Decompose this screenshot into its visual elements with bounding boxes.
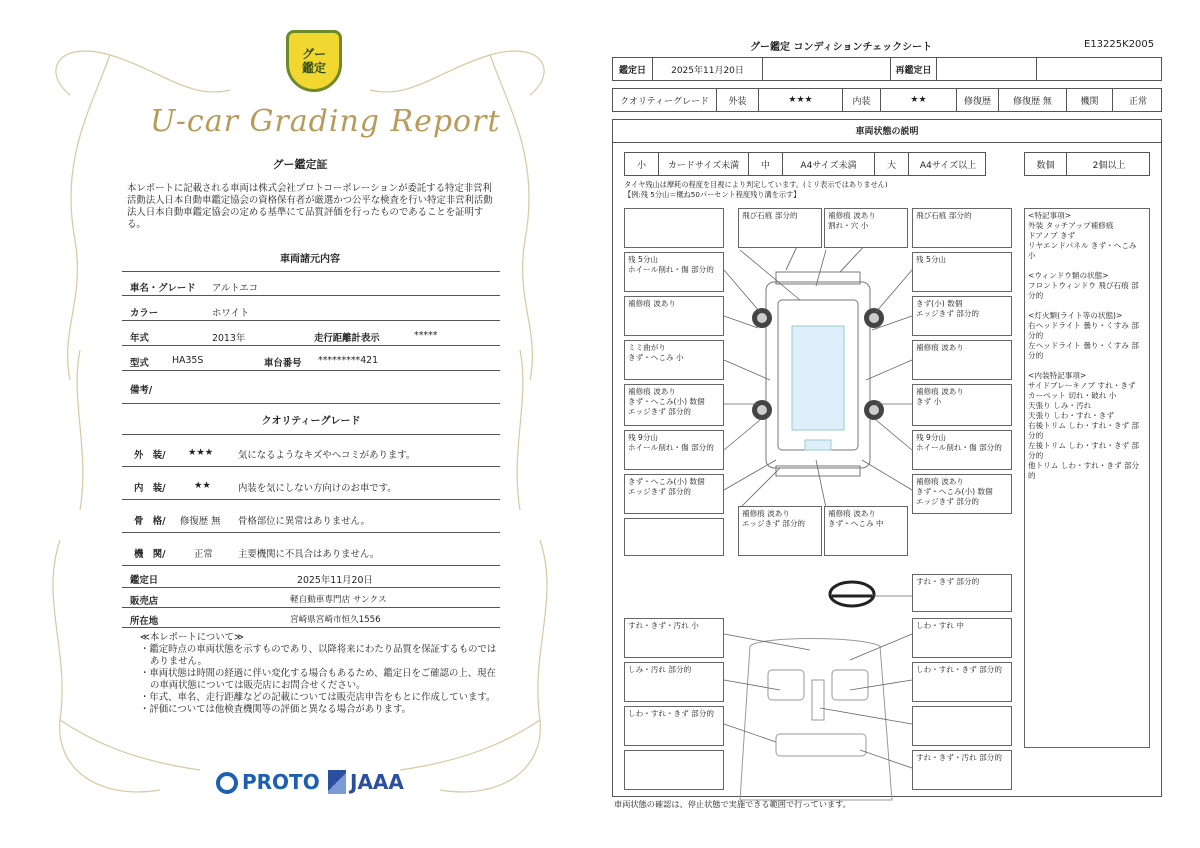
car-name-row [122, 272, 500, 296]
int-label: 内装 [843, 89, 881, 111]
year-value: 2013年 [212, 333, 246, 344]
interior-diagram [740, 639, 892, 801]
interior-note: しみ・汚れ 部分的 [624, 662, 724, 702]
exterior-row [122, 435, 500, 467]
engine-value: 正常 [194, 549, 213, 560]
damage-note: きず(小) 数個 エッジきず 部分的 [912, 296, 1012, 336]
condition-check-sheet [600, 0, 1200, 848]
address-value: 宮崎県宮崎市恒久1556 [290, 615, 381, 625]
damage-note [624, 518, 724, 556]
notes-title: ≪本レポートについて≫ [140, 632, 244, 643]
remarks-label: 備考/ [130, 385, 153, 396]
qg-label: クオリティーグレード [613, 89, 717, 111]
note-item: ・車両状態は時間の経過に伴い変化する場合もあるため、鑑定日をご確認の上、現在の車両状態については販売店にお問合せください。 [140, 668, 496, 691]
chassis-value: *********421 [318, 355, 379, 366]
interior-row [122, 468, 500, 500]
exterior-text: 気になるようなキズやヘコミがあります。 [238, 450, 416, 461]
date-row [122, 566, 500, 588]
tire-note-example: 【例:残 5分山＝概ね50パーセント程度残り溝を示す】 [624, 190, 801, 199]
sheet-title: グー鑑定 コンディションチェックシート [750, 42, 933, 53]
damage-note: ミミ曲がり きず・へこみ 小 [624, 340, 724, 380]
report-notes [140, 632, 500, 716]
remarks-row [122, 372, 500, 404]
damage-note: 補修痕 波あり きず 小 [912, 384, 1012, 426]
certificate-title: グー鑑定証 [272, 158, 328, 171]
exterior-stars: ★★★ [188, 447, 214, 458]
ext-label: 外装 [717, 89, 759, 111]
damage-note: 補修痕 波あり [624, 296, 724, 336]
note-item: ・評価については他検査機関等の評価と異なる場合があります。 [140, 704, 411, 715]
count-label: 数個 [1025, 153, 1067, 175]
mileage-value: ***** [414, 330, 438, 341]
size-large: 大 [875, 153, 909, 175]
date-value: 2025年11月20日 [653, 58, 763, 80]
damage-note: 補修痕 波あり きず・へこみ(小) 数個 エッジきず 部分的 [624, 384, 724, 426]
damage-note: 補修痕 波あり [912, 340, 1012, 380]
year-row [122, 322, 500, 346]
proto-logo-icon [216, 772, 238, 794]
engine-text: 主要機関に不具合はありません。 [238, 549, 380, 560]
damage-note: 補修痕 波あり きず・へこみ(小) 数個 エッジきず 部分的 [912, 474, 1012, 514]
size-mid-desc: A4サイズ未満 [783, 153, 875, 175]
engine-row [122, 534, 500, 566]
ext-stars: ★★★ [759, 89, 843, 111]
frame-row [122, 501, 500, 533]
repair-value: 修復歴 無 [999, 89, 1067, 111]
car-name-label: 車名・グレード [130, 283, 196, 294]
tire-note: タイヤ残山は摩耗の程度を目視により判定しています。(ミリ表示ではありません) [624, 180, 888, 189]
interior-note [912, 706, 1012, 746]
goo-badge-icon: グー 鑑定 [286, 30, 342, 92]
date-value: 2025年11月20日 [297, 575, 373, 586]
damage-note: 残 5分山 [912, 252, 1012, 292]
dealer-label: 販売店 [130, 596, 159, 607]
address-label: 所在地 [130, 616, 159, 627]
mileage-label: 走行距離計表示 [314, 333, 380, 344]
damage-note: 補修痕 波あり エッジきず 部分的 [738, 506, 822, 556]
reeval-label: 再鑑定日 [891, 58, 937, 80]
model-value: HA35S [172, 355, 204, 366]
int-stars: ★★ [881, 89, 957, 111]
note-item: ・年式、車名、走行距離などの記載については販売店申告をもとに作成しています。 [140, 692, 496, 703]
interior-note: すれ・きず 部分的 [912, 574, 1012, 612]
exterior-label: 外 装/ [134, 450, 166, 461]
engine-label: 機関 [1067, 89, 1113, 111]
size-mid: 中 [749, 153, 783, 175]
damage-note: 飛び石痕 部分的 [912, 208, 1012, 248]
note-item: ・鑑定時点の車両状態を示すものであり、以降将来にわたり品質を保証するものではありません。 [140, 644, 497, 667]
dealer-value: 軽自動車専門店 サンクス [290, 595, 387, 605]
damage-note: 補修痕 波あり 割れ・穴 小 [824, 208, 908, 248]
proto-logo: PROTO [242, 770, 320, 794]
damage-note: 残 9分山 ホイール削れ・傷 部分的 [912, 430, 1012, 470]
interior-stars: ★★ [194, 480, 211, 491]
damage-note: 残 5分山 ホイール削れ・傷 部分的 [624, 252, 724, 292]
frame-value: 修復歴 無 [180, 516, 221, 527]
footer-note: 車両状態の確認は、停止状態で実施できる範囲で行っています。 [614, 799, 851, 809]
color-row [122, 297, 500, 321]
interior-note: しわ・すれ・きず 部分的 [624, 706, 724, 746]
sheet-id: E13225K2005 [1084, 39, 1155, 50]
condition-title: 車両状態の説明 [612, 119, 1162, 143]
address-row [122, 608, 500, 628]
size-small: 小 [625, 153, 659, 175]
car-name-value: アルトエコ [212, 283, 259, 294]
engine-value: 正常 [1128, 96, 1147, 107]
repair-label: 修復歴 [957, 89, 999, 111]
damage-note: きず・へこみ(小) 数個 エッジきず 部分的 [624, 474, 724, 514]
chassis-label: 車台番号 [264, 358, 302, 369]
interior-note: しわ・すれ・きず 部分的 [912, 662, 1012, 702]
interior-note [624, 750, 724, 790]
damage-note: 飛び石痕 部分的 [738, 208, 822, 248]
size-small-desc: カードサイズ未満 [659, 153, 749, 175]
dealer-row [122, 588, 500, 608]
special-notes: <特記事項> 外装 タッチアップ補修痕 ドアノブ きず リヤエンドパネル きず・へこみ 小 <ウィンドウ類の状態> フロントウィンドウ 飛び石痕 部分的 <灯火類(ライト等の状態)> 右ヘッドライト 曇り・くすみ 部分的 左ヘッドライト 曇り・くすみ 部分的 <内装特記事項> サイドブレーキノブ すれ・きず カーペット 切れ・破れ 小 天張り しみ・汚れ 天張り しわ・すれ・きず 右後トリム しわ・すれ・きず 部分的 左後トリム しわ・すれ・きず 部分的 他トリム しわ・すれ・きず 部分的 [1024, 208, 1150, 748]
date-label: 鑑定日 [613, 58, 653, 80]
certificate-text: 本レポートに記載される車両は株式会社プロトコーポレーションが委託する特定非営利活動法人日本自動車鑑定協会の資格保有者が厳選かつ公平な検査を行い特定非営利活動法人日本自動車鑑定協会の定める基準にて品質評価を行ったものであることを証明する。 [127, 183, 493, 230]
quality-title: クオリティーグレード [261, 416, 361, 427]
steering-wheel-icon [830, 582, 912, 606]
frame-text: 骨格部位に異常はありません。 [238, 516, 370, 527]
interior-note: すれ・きず・汚れ 部分的 [912, 750, 1012, 790]
engine-label: 機 関/ [134, 549, 166, 560]
year-label: 年式 [130, 333, 149, 344]
interior-note: しわ・すれ 中 [912, 618, 1012, 658]
interior-text: 内装を気にしない方向けのお車です。 [238, 483, 397, 494]
interior-label: 内 装/ [134, 483, 166, 494]
damage-note: 補修痕 波あり きず・へこみ 中 [824, 506, 908, 556]
jaaa-logo-icon [328, 770, 346, 794]
color-value: ホワイト [212, 308, 250, 319]
report-title: U-car Grading Report [150, 104, 501, 139]
count-desc: 2個以上 [1092, 160, 1126, 171]
model-label: 型式 [130, 358, 149, 369]
damage-note [624, 208, 724, 248]
damage-note: 残 9分山 ホイール削れ・傷 部分的 [624, 430, 724, 470]
model-row [122, 347, 500, 371]
date-label: 鑑定日 [130, 575, 159, 586]
interior-note: すれ・きず・汚れ 小 [624, 618, 724, 658]
frame-label: 骨 格/ [134, 516, 166, 527]
spec-title: 車両諸元内容 [280, 254, 340, 265]
jaaa-logo: JAAA [350, 770, 404, 794]
color-label: カラー [130, 308, 159, 319]
size-large-desc: A4サイズ以上 [919, 160, 977, 171]
